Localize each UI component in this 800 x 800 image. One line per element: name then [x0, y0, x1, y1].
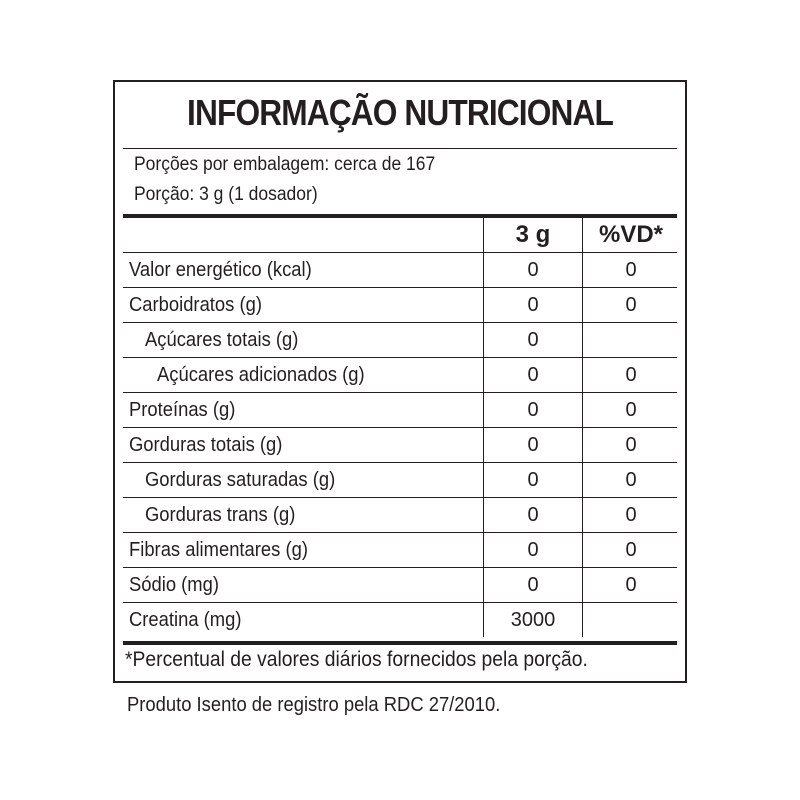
- table-row: [123, 253, 677, 288]
- header-name-cell: [123, 218, 483, 252]
- nutrient-dv: 0: [625, 293, 637, 316]
- nutrient-amount: 0: [483, 253, 583, 287]
- nutrient-dv: [583, 323, 679, 357]
- table-row: [123, 393, 677, 428]
- header-dv-cell: %VD*: [598, 221, 664, 248]
- daily-value-footnote: *Percentual de valores diários fornecidos pela porção.: [125, 648, 588, 671]
- nutrient-dv: 0: [625, 398, 637, 421]
- table-row: [123, 323, 677, 358]
- table-row: [123, 533, 677, 568]
- nutrient-name: Creatina (mg): [129, 608, 242, 631]
- servings-per-package: Porções por embalagem: cerca de 167: [134, 154, 436, 175]
- table-row: [123, 358, 677, 393]
- panel-title: INFORMAÇÃO NUTRICIONAL: [187, 92, 613, 133]
- nutrient-name: Açúcares adicionados (g): [157, 363, 365, 386]
- nutrient-name: Sódio (mg): [129, 573, 219, 596]
- nutrient-amount: 0: [483, 358, 583, 392]
- nutrient-name: Gorduras trans (g): [145, 503, 296, 526]
- nutrient-amount: 0: [483, 568, 583, 602]
- nutrient-dv: 0: [625, 468, 637, 491]
- nutrient-amount: 0: [483, 288, 583, 322]
- nutrient-name: Açúcares totais (g): [145, 328, 299, 351]
- table-row: [123, 288, 677, 323]
- table-header-row: [123, 218, 677, 253]
- table-row: [123, 428, 677, 463]
- nutrient-amount: 0: [483, 428, 583, 462]
- nutrient-dv: 0: [625, 503, 637, 526]
- table-row: [123, 603, 677, 637]
- nutrient-amount: 0: [483, 498, 583, 532]
- table-row: [123, 568, 677, 603]
- nutrient-dv: 0: [625, 573, 637, 596]
- nutrient-amount: 3000: [483, 603, 583, 637]
- nutrition-facts-panel: [113, 80, 687, 683]
- nutrient-name: Gorduras saturadas (g): [145, 468, 336, 491]
- table-row: [123, 498, 677, 533]
- nutrient-amount: 0: [483, 393, 583, 427]
- footer-thick-divider: [123, 641, 677, 645]
- nutrient-name: Fibras alimentares (g): [129, 538, 308, 561]
- title-divider: [123, 148, 677, 149]
- nutrient-amount: 0: [483, 323, 583, 357]
- nutrient-amount: 0: [483, 533, 583, 567]
- nutrition-table: [123, 218, 677, 637]
- serving-size: Porção: 3 g (1 dosador): [134, 184, 318, 205]
- nutrient-dv: [583, 603, 679, 637]
- nutrient-dv: 0: [625, 363, 637, 386]
- table-row: [123, 463, 677, 498]
- nutrient-amount: 0: [483, 463, 583, 497]
- nutrient-dv: 0: [625, 538, 637, 561]
- nutrient-name: Proteínas (g): [129, 398, 236, 421]
- registration-note: Produto Isento de registro pela RDC 27/2010.: [127, 694, 501, 716]
- nutrient-name: Valor energético (kcal): [129, 258, 312, 281]
- nutrient-dv: 0: [625, 258, 637, 281]
- nutrient-name: Gorduras totais (g): [129, 433, 283, 456]
- nutrient-name: Carboidratos (g): [129, 293, 262, 316]
- header-amount-cell: 3 g: [483, 218, 583, 252]
- nutrient-dv: 0: [625, 433, 637, 456]
